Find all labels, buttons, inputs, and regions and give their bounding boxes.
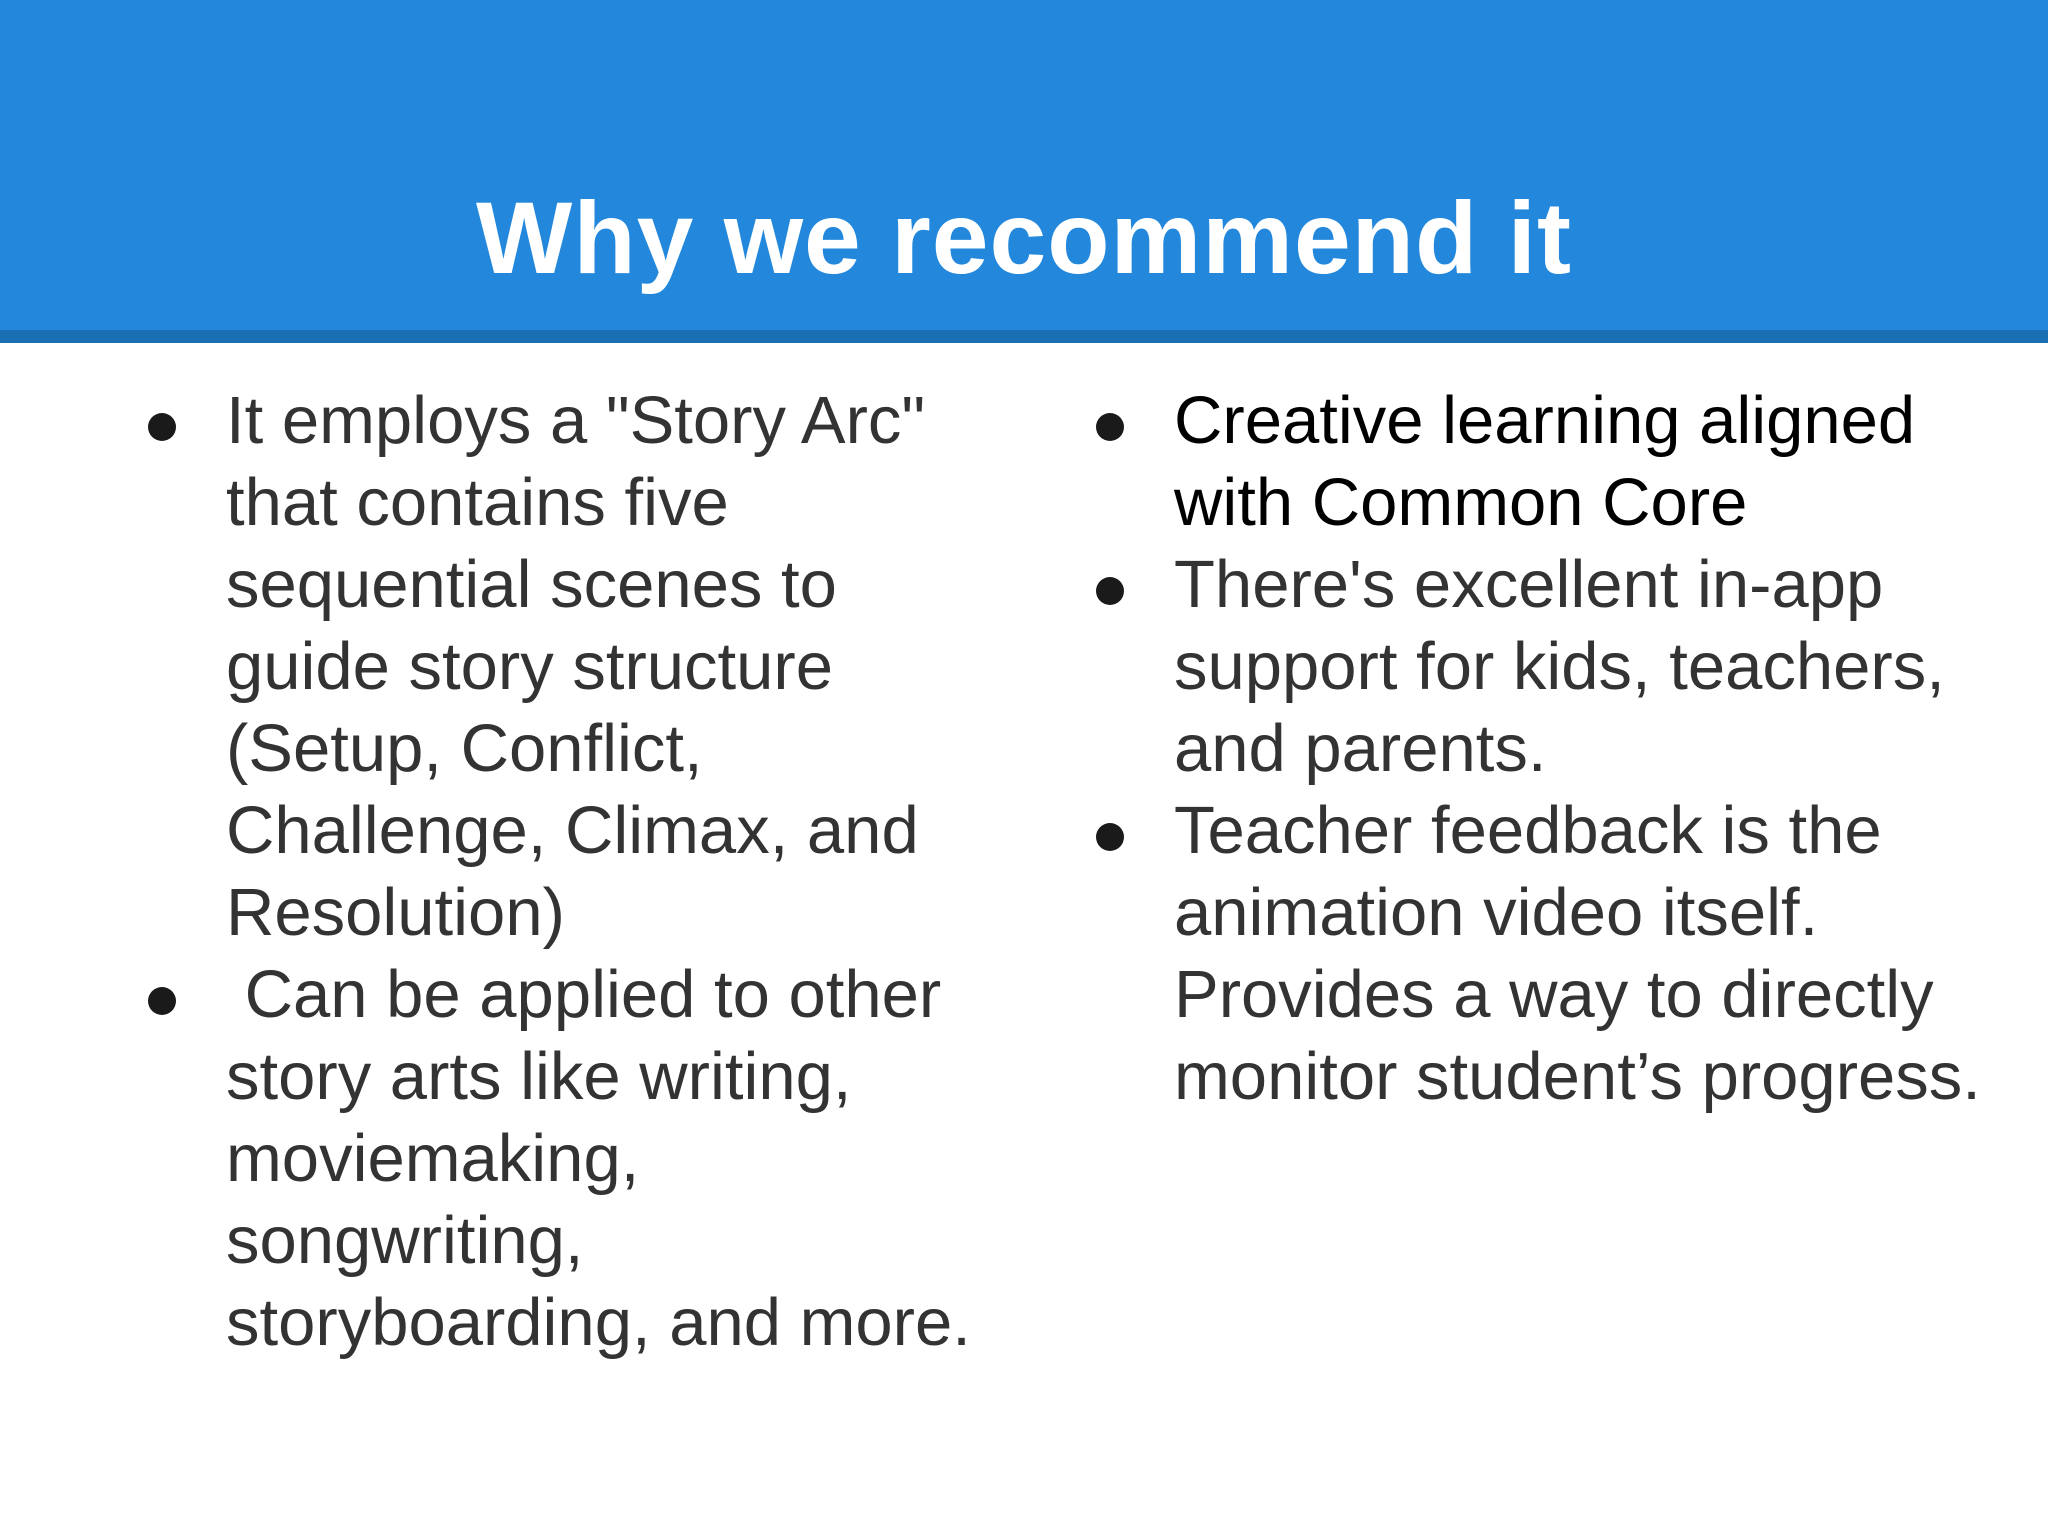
bullet-icon bbox=[1096, 823, 1124, 851]
bullet-text: It employs a "Story Arc" that contains five sequential scenes to guide story structure (Setup, Conflict, Challenge, Climax, and Resolution) bbox=[226, 383, 926, 950]
bullet-icon bbox=[1096, 577, 1124, 605]
list-item bbox=[140, 380, 1000, 954]
bullet-icon bbox=[1096, 413, 1124, 441]
bullet-text: Teacher feedback is the animation video itself. Provides a way to directly monitor student’s progress. bbox=[1174, 793, 1981, 1114]
list-item bbox=[1088, 544, 1988, 790]
right-bullet-list bbox=[1088, 380, 1988, 1118]
bullet-text: Can be applied to other story arts like writing, moviemaking, songwriting, storyboarding, and more. bbox=[226, 957, 971, 1360]
bullet-icon bbox=[148, 413, 176, 441]
title-banner-rule bbox=[0, 330, 2048, 343]
list-item bbox=[140, 954, 1000, 1364]
slide-title: Why we recommend it bbox=[476, 181, 1572, 295]
list-item bbox=[1088, 380, 1988, 544]
left-bullet-list bbox=[140, 380, 1000, 1364]
bullet-text: There's excellent in-app support for kids, teachers, and parents. bbox=[1174, 547, 1945, 786]
bullet-icon bbox=[148, 987, 176, 1015]
bullet-text: Creative learning aligned with Common Core bbox=[1174, 383, 1916, 540]
list-item bbox=[1088, 790, 1988, 1118]
